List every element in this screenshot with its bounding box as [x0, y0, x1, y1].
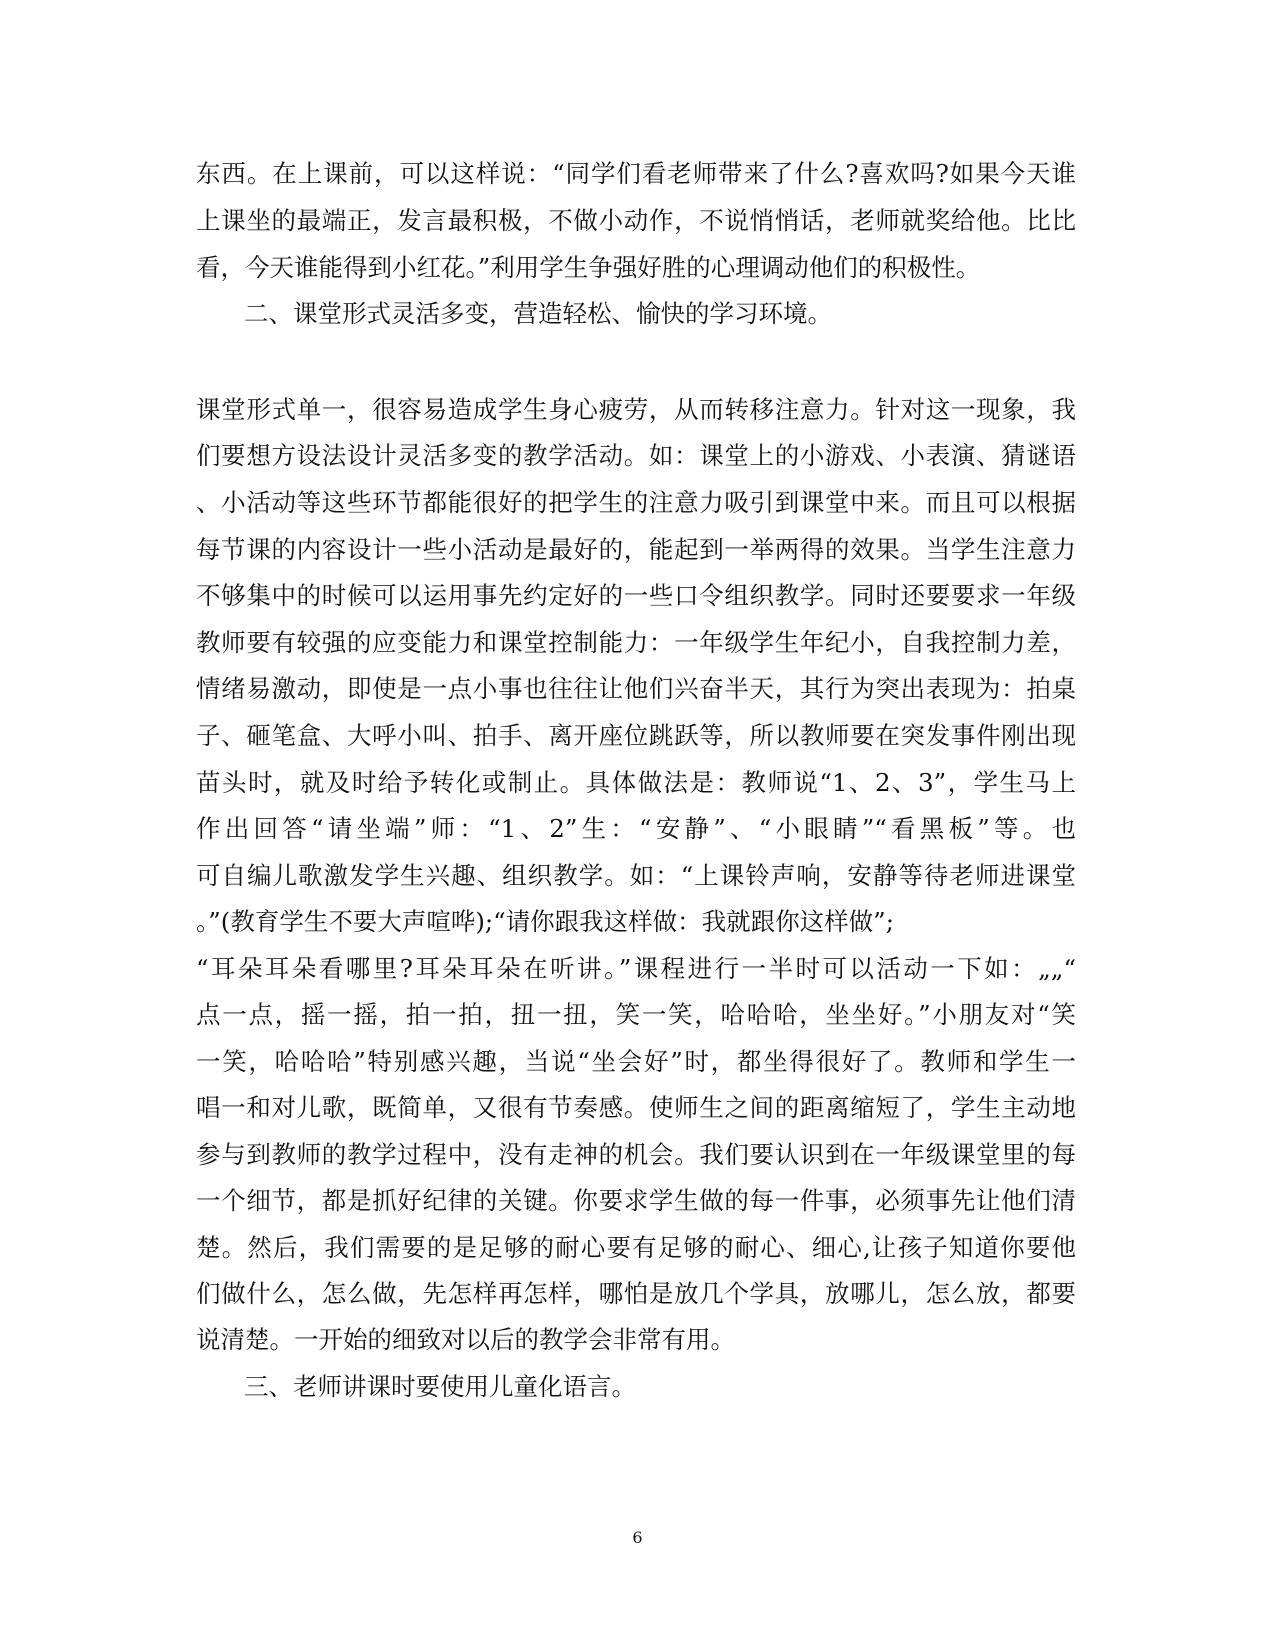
paragraph-line: 。”(教育学生不要大声喧哗);“请你跟我这样做：我就跟你这样做”;: [196, 907, 894, 936]
paragraph-line: 一个细节，都是抓好纪律的关键。你要求学生做的每一件事，必须事先让他们清: [196, 1186, 1076, 1215]
paragraph-line: 东西。在上课前，可以这样说：“同学们看老师带来了什么?喜欢吗?如果今天谁: [196, 159, 1076, 188]
paragraph-line: 们做什么，怎么做，先怎样再怎样，哪怕是放几个学具，放哪儿，怎么放，都要: [196, 1279, 1076, 1308]
paragraph-line: 作出回答“请坐端”师：“1、2”生：“安静”、“小眼睛”“看黑板”等。也: [196, 814, 1076, 843]
paragraph-line: 子、砸笔盒、大呼小叫、拍手、离开座位跳跃等，所以教师要在突发事件刚出现: [196, 721, 1076, 750]
paragraph-line: 课堂形式单一，很容易造成学生身心疲劳，从而转移注意力。针对这一现象，我: [196, 395, 1076, 424]
paragraph-line: 、小活动等这些环节都能很好的把学生的注意力吸引到课堂中来。而且可以根据: [196, 488, 1076, 517]
section-heading: 三、老师讲课时要使用儿童化语言。: [244, 1372, 636, 1401]
paragraph-line: 点一点，摇一摇，拍一拍，扭一扭，笑一笑，哈哈哈，坐坐好。”小朋友对“笑: [196, 1000, 1076, 1029]
paragraph-line: “耳朵耳朵看哪里?耳朵耳朵在听讲。”课程进行一半时可以活动一下如：„„“: [196, 954, 1076, 983]
paragraph-line: 可自编儿歌激发学生兴趣、组织教学。如：“上课铃声响，安静等待老师进课堂: [196, 861, 1076, 890]
page-number: 6: [632, 1528, 643, 1547]
paragraph-line: 参与到教师的教学过程中，没有走神的机会。我们要认识到在一年级课堂里的每: [196, 1140, 1076, 1169]
paragraph-line: 苗头时，就及时给予转化或制止。具体做法是：教师说“1、2、3”，学生马上: [196, 768, 1076, 797]
paragraph-line: 看，今天谁能得到小红花。”利用学生争强好胜的心理调动他们的积极性。: [196, 253, 981, 282]
paragraph-line: 们要想方设法设计灵活多变的教学活动。如：课堂上的小游戏、小表演、猜谜语: [196, 441, 1076, 470]
section-heading: 二、课堂形式灵活多变，营造轻松、愉快的学习环境。: [244, 299, 832, 328]
paragraph-line: 教师要有较强的应变能力和课堂控制能力：一年级学生年纪小，自我控制力差，: [196, 628, 1076, 657]
paragraph-line: 不够集中的时候可以运用事先约定好的一些口令组织教学。同时还要要求一年级: [196, 581, 1076, 610]
paragraph-line: 情绪易激动，即使是一点小事也往往让他们兴奋半天，其行为突出表现为：拍桌: [196, 674, 1076, 703]
paragraph-line: 楚。然后，我们需要的是足够的耐心要有足够的耐心、细心,让孩子知道你要他: [196, 1233, 1076, 1262]
paragraph-line: 说清楚。一开始的细致对以后的教学会非常有用。: [196, 1325, 735, 1354]
paragraph-line: 上课坐的最端正，发言最积极，不做小动作，不说悄悄话，老师就奖给他。比比: [196, 206, 1076, 235]
paragraph-line: 唱一和对儿歌，既简单，又很有节奏感。使师生之间的距离缩短了，学生主动地: [196, 1093, 1076, 1122]
paragraph-line: 一笑，哈哈哈”特别感兴趣，当说“坐会好”时，都坐得很好了。教师和学生一: [196, 1047, 1076, 1076]
paragraph-line: 每节课的内容设计一些小活动是最好的，能起到一举两得的效果。当学生注意力: [196, 535, 1076, 564]
